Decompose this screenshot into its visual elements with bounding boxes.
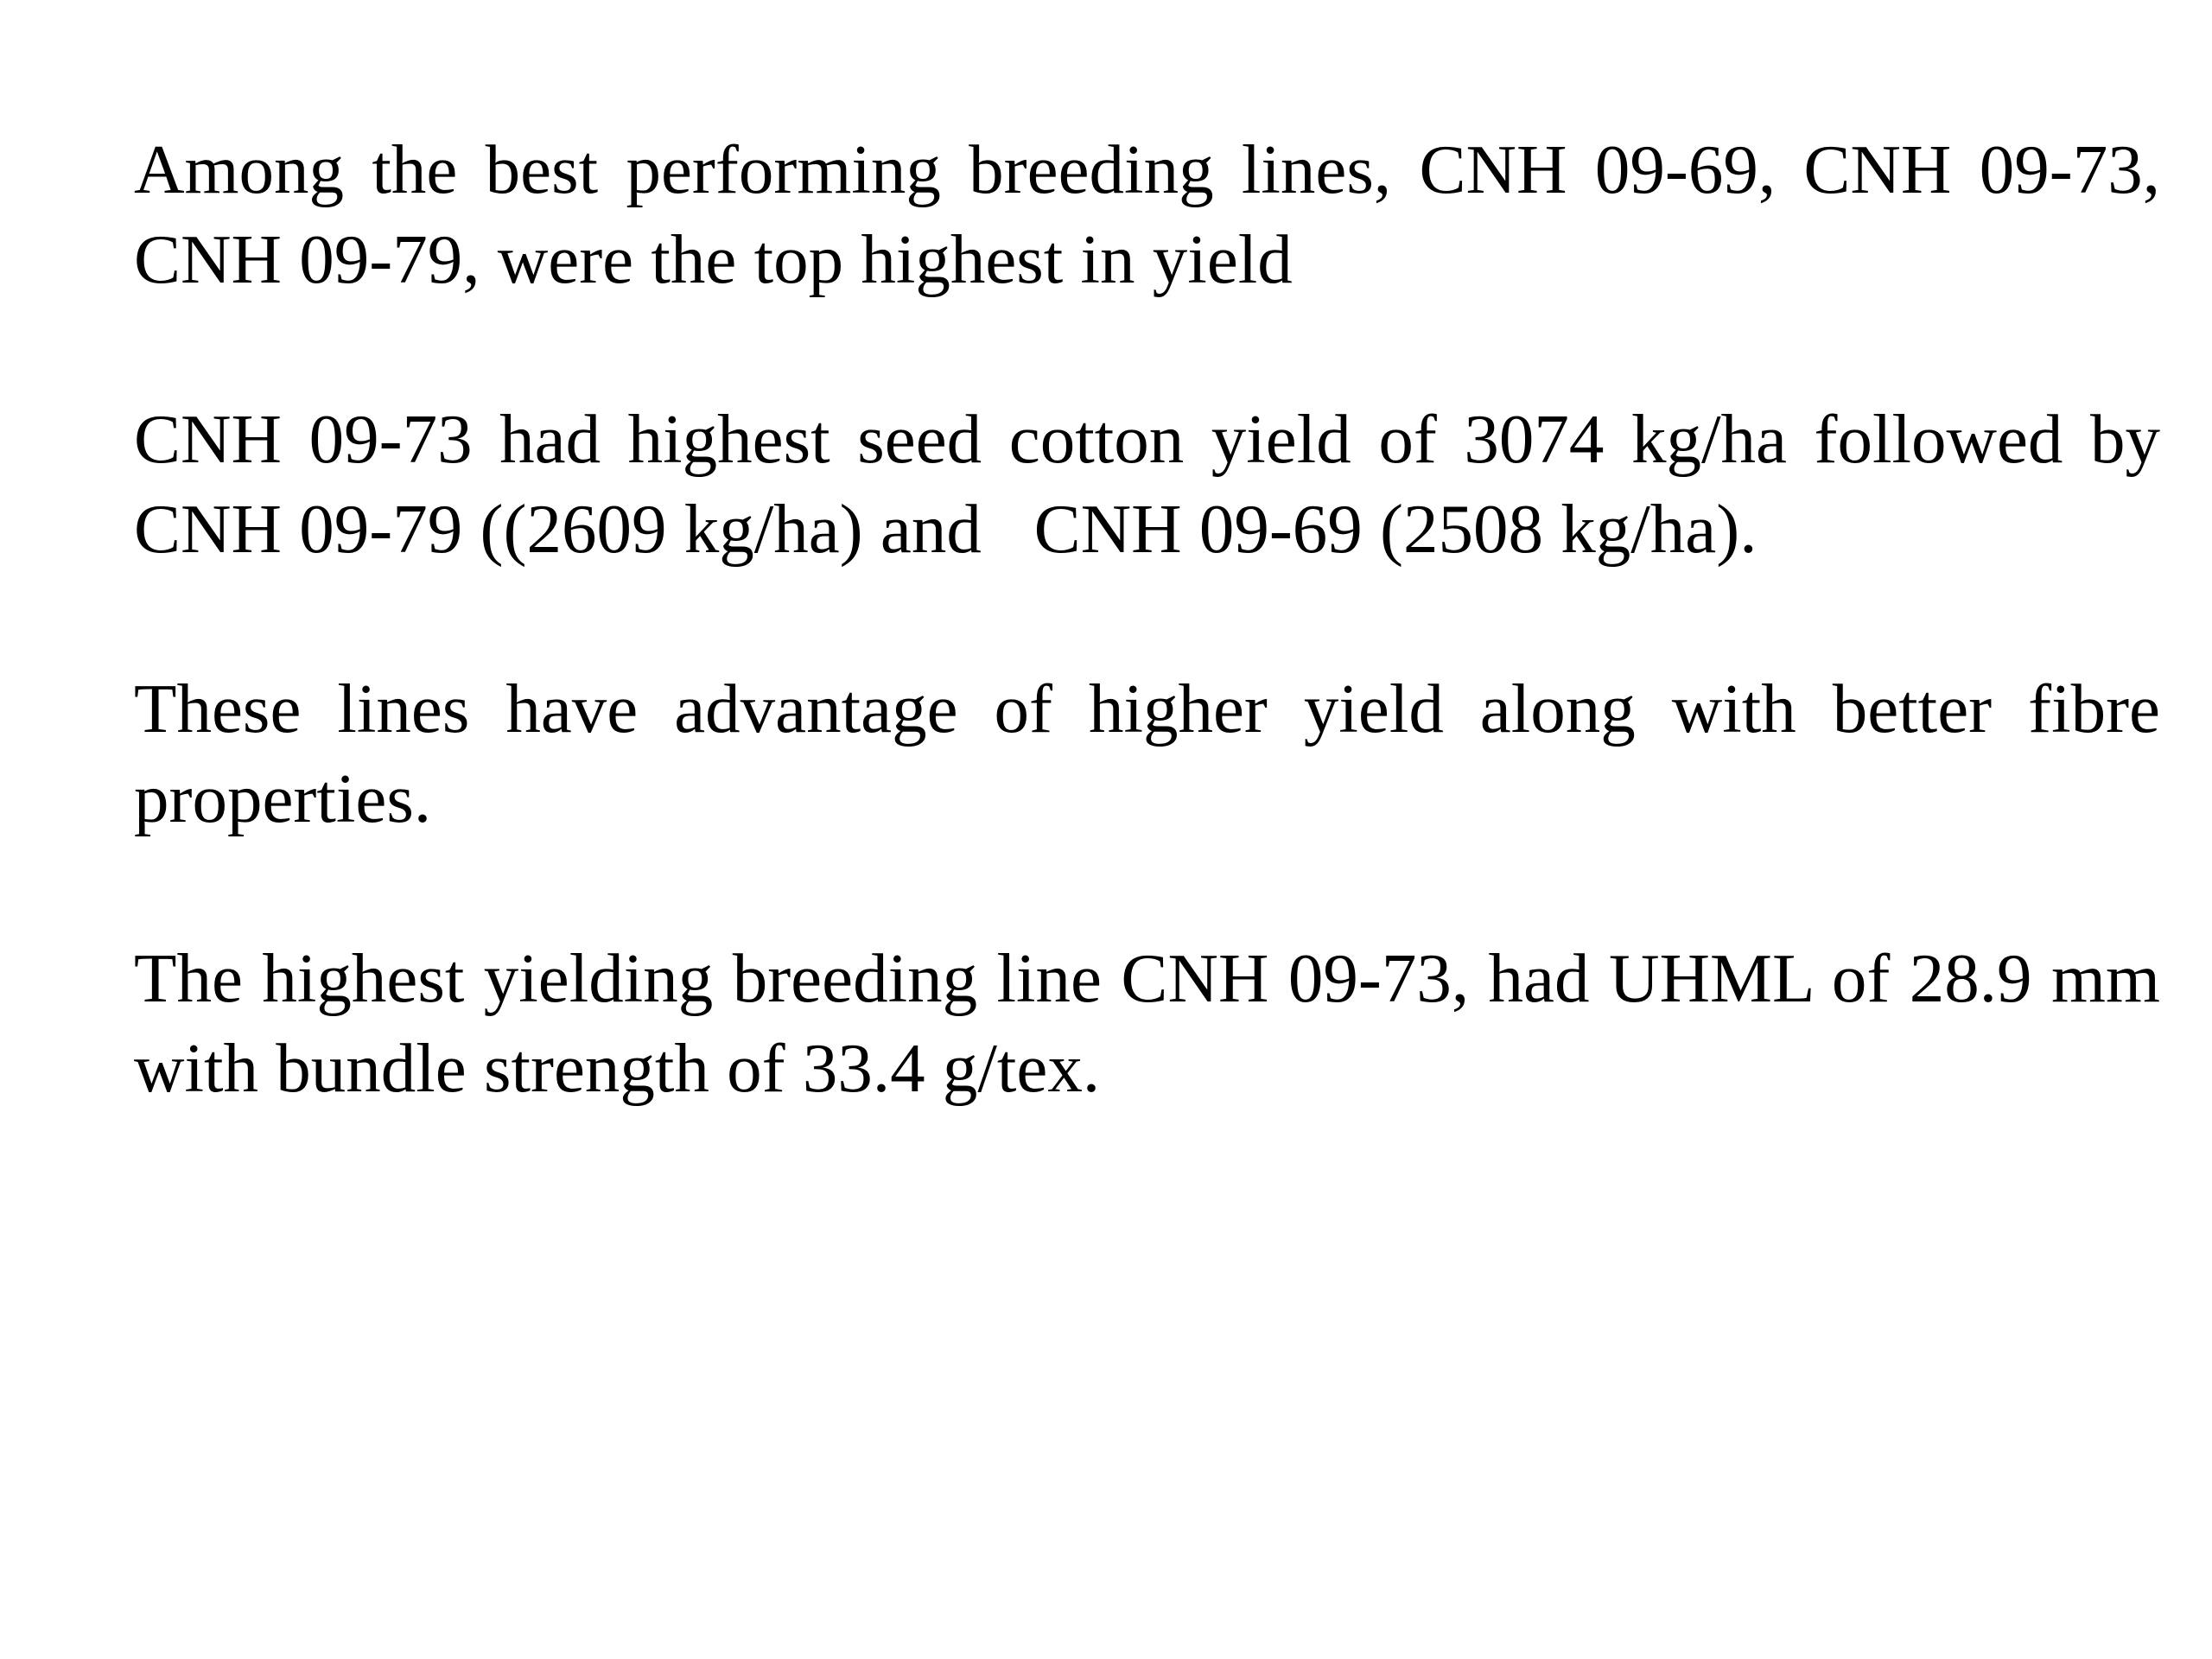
paragraph-top-yielding-lines: Among the best performing breeding lines, CNH 09-69, CNH 09-73, CNH 09-79, were the top highest in yield bbox=[134, 130, 2160, 298]
slide-body bbox=[134, 124, 2178, 1113]
paragraph-fibre-properties: The highest yielding breeding line CNH 09-73, had UHML of 28.9 mm with bundle strength of 33.4 g/tex. bbox=[134, 939, 2160, 1107]
paragraph-seed-cotton-yield: CNH 09-73 had highest seed cotton yield of 3074 kg/ha followed by CNH 09-79 ((2609 kg/ha) and CNH 09-69 (2508 kg/ha). bbox=[134, 400, 2178, 568]
paragraph-advantages: These lines have advantage of higher yield along with better fibre properties. bbox=[134, 670, 2160, 837]
